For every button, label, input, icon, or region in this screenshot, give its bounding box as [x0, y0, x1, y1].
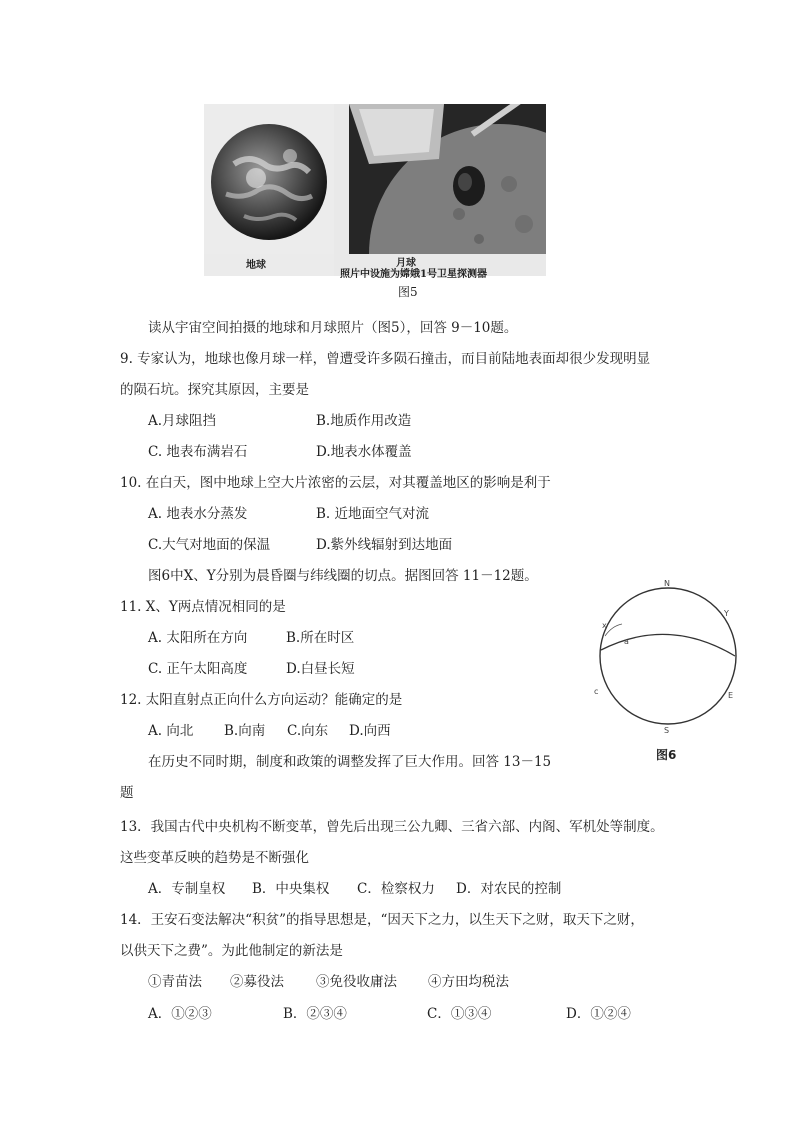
q12-option-d: D.向西	[349, 723, 391, 739]
terminator-globe-diagram	[592, 576, 740, 736]
label-y: Y	[724, 609, 729, 618]
q9-option-c: C. 地表布满岩石	[148, 444, 248, 460]
moon-probe-icon	[349, 104, 546, 254]
earth-caption: 地球	[246, 260, 266, 271]
label-x: x	[602, 621, 607, 630]
q11-option-b: B.所在时区	[286, 630, 355, 646]
probe-caption: 照片中设施为嫦娥1号卫星探测器	[340, 269, 487, 280]
q13-option-b: B．中央集权	[252, 881, 330, 897]
moon-photo	[349, 104, 546, 254]
q13-line1: 13．我国古代中央机构不断变革，曾先后出现三公九卿、三省六部、内阁、军机处等制度。	[120, 819, 664, 835]
q12-line1: 12. 太阳直射点正向什么方向运动？能确定的是	[120, 692, 403, 708]
label-n: N	[664, 579, 670, 588]
q13-option-c: C．检察权力	[357, 881, 435, 897]
q14-option-b: B．②③④	[283, 1006, 347, 1022]
q14-option-c: C．①③④	[427, 1006, 492, 1022]
q13-option-d: D．对农民的控制	[456, 881, 562, 897]
q13-line2: 这些变革反映的趋势是不断强化	[120, 850, 309, 866]
intro-13-15-line1: 在历史不同时期，制度和政策的调整发挥了巨大作用。回答 13－15	[148, 754, 552, 770]
q12-option-a: A. 向北	[148, 723, 194, 739]
label-s: S	[664, 726, 670, 735]
intro-9-10: 读从宇宙空间拍摄的地球和月球照片（图5），回答 9－10题。	[148, 320, 518, 336]
figure-5-photo	[204, 104, 546, 280]
q14-item-3: ③免役收庸法	[316, 974, 397, 990]
q10-option-b: B. 近地面空气对流	[316, 506, 430, 522]
earth-globe-icon	[204, 104, 334, 254]
q14-item-2: ②募役法	[230, 974, 284, 990]
label-e: E	[728, 691, 734, 700]
q11-line1: 11. X、Y两点情况相同的是	[120, 599, 286, 615]
q9-option-d: D.地表水体覆盖	[316, 444, 412, 460]
q12-option-c: C.向东	[287, 723, 329, 739]
q11-option-d: D.白昼长短	[286, 661, 355, 677]
q11-option-c: C. 正午太阳高度	[148, 661, 248, 677]
q10-option-d: D.紫外线辐射到达地面	[316, 537, 453, 553]
figure-6-diagram	[592, 576, 740, 764]
figure-5-label: 图5	[398, 285, 418, 299]
q14-option-a: A．①②③	[148, 1006, 212, 1022]
earth-photo	[204, 104, 334, 276]
figure-6-label: 图6	[656, 748, 677, 762]
q11-option-a: A. 太阳所在方向	[148, 630, 248, 646]
moon-caption: 月球	[396, 258, 416, 269]
q14-line2: 以供天下之费”。为此他制定的新法是	[120, 943, 343, 959]
q9-line2: 的陨石坑。探究其原因，主要是	[120, 382, 309, 398]
label-a: a	[624, 637, 629, 646]
q9-option-b: B.地质作用改造	[316, 413, 412, 429]
q9-line1: 9. 专家认为，地球也像月球一样，曾遭受许多陨石撞击，而目前陆地表面却很少发现明显	[120, 351, 651, 367]
label-c: c	[594, 687, 599, 696]
q14-option-d: D．①②④	[566, 1006, 631, 1022]
q10-option-a: A. 地表水分蒸发	[148, 506, 248, 522]
q10-line1: 10. 在白天，图中地球上空大片浓密的云层，对其覆盖地区的影响是利于	[120, 475, 551, 491]
intro-13-15-line2: 题	[120, 785, 134, 801]
q14-line1: 14．王安石变法解决“积贫”的指导思想是，“因天下之力，以生天下之财，取天下之财，	[120, 912, 644, 928]
q12-option-b: B.向南	[224, 723, 266, 739]
q10-option-c: C.大气对地面的保温	[148, 537, 271, 553]
intro-11-12: 图6中X、Y分别为晨昏圈与纬线圈的切点。据图回答 11－12题。	[148, 568, 538, 584]
q9-option-a: A.月球阻挡	[148, 413, 217, 429]
q14-item-1: ①青苗法	[148, 974, 202, 990]
q13-option-a: A．专制皇权	[148, 881, 226, 897]
q14-item-4: ④方田均税法	[428, 974, 509, 990]
